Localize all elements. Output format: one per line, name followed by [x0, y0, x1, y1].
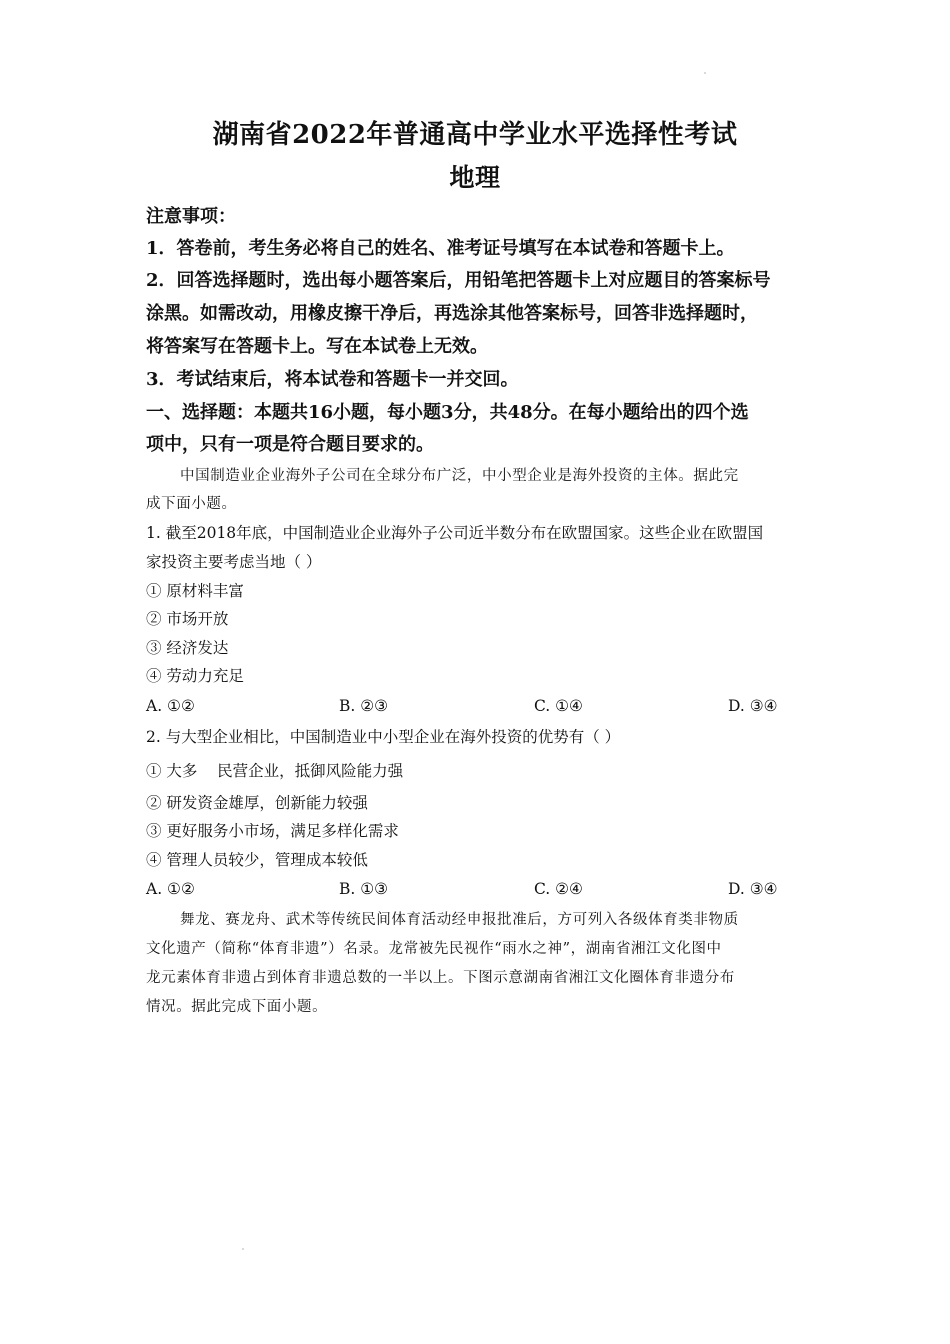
- question-1-stem-line-2: 家投资主要考虑当地（ ）: [146, 553, 322, 571]
- passage-2-line-2: 文化遗产（简称“体育非遗”）名录。龙常被先民视作“雨水之神”，湖南省湘江文化图中: [146, 941, 722, 957]
- notice-item-2-line-2: 涂黑。如需改动，用橡皮擦干净后，再选涂其他答案标号，回答非选择题时，: [146, 303, 758, 324]
- passage-2-line-4: 情况。据此完成下面小题。: [146, 999, 328, 1015]
- question-2-statement-1: ① 大多 民营企业，抵御风险能力强: [146, 762, 404, 780]
- question-2-options: [146, 875, 806, 904]
- question-1-statement-3: ③ 经济发达: [146, 639, 229, 657]
- question-2-statement-2: ② 研发资金雄厚，创新能力较强: [146, 794, 368, 812]
- scan-speck: [242, 1248, 244, 1250]
- passage-2-line-1: 舞龙、赛龙舟、武术等传统民间体育活动经申报批准后，方可列入各级体育类非物质: [180, 912, 739, 928]
- question-2-statement-4: ④ 管理人员较少，管理成本较低: [146, 851, 368, 869]
- scan-speck: [704, 72, 706, 74]
- question-1-statement-2: ② 市场开放: [146, 610, 229, 628]
- notice-item-2-line-1: 2．回答选择题时，选出每小题答案后，用铅笔把答题卡上对应题目的答案标号: [146, 270, 771, 291]
- notice-item-3: 3．考试结束后，将本试卷和答题卡一并交回。: [146, 369, 519, 390]
- notice-item-2-line-3: 将答案写在答题卡上。写在本试卷上无效。: [146, 336, 488, 357]
- question-1-options: [146, 692, 806, 721]
- question-1-stem-line-1: 1. 截至2018年底，中国制造业企业海外子公司近半数分布在欧盟国家。这些企业在欧盟国: [146, 524, 764, 542]
- notice-heading: 注意事项：: [146, 206, 236, 227]
- passage-1-line-1: 中国制造业企业海外子公司在全球分布广泛，中小型企业是海外投资的主体。据此完: [180, 468, 739, 484]
- question-1-option-b: B. ②③: [339, 697, 389, 715]
- question-2-option-a: A. ①②: [146, 880, 195, 898]
- question-1-option-a: A. ①②: [146, 697, 195, 715]
- question-1-option-d: D. ③④: [728, 697, 778, 715]
- passage-2-line-3: 龙元素体育非遗占到体育非遗总数的一半以上。下图示意湖南省湘江文化圈体育非遗分布: [146, 970, 735, 986]
- question-2-option-b: B. ①③: [339, 880, 389, 898]
- exam-subject: 地理: [449, 163, 501, 192]
- notice-item-1: 1．答卷前，考生务必将自己的姓名、准考证号填写在本试卷和答题卡上。: [146, 238, 735, 259]
- question-2-option-c: C. ②④: [534, 880, 583, 898]
- section-heading-line-1: 一、选择题：本题共16小题，每小题3分，共48分。在每小题给出的四个选: [146, 402, 749, 423]
- passage-1-line-2: 成下面小题。: [146, 496, 237, 512]
- question-1-statement-1: ① 原材料丰富: [146, 582, 244, 600]
- exam-title: 湖南省2022年普通高中学业水平选择性考试: [212, 120, 738, 150]
- question-1-statement-4: ④ 劳动力充足: [146, 667, 244, 685]
- question-2-stem: 2. 与大型企业相比，中国制造业中小型企业在海外投资的优势有（ ）: [146, 728, 621, 746]
- question-1-option-c: C. ①④: [534, 697, 583, 715]
- question-2-statement-3: ③ 更好服务小市场，满足多样化需求: [146, 822, 399, 840]
- section-heading-line-2: 项中，只有一项是符合题目要求的。: [146, 434, 434, 455]
- question-2-option-d: D. ③④: [728, 880, 778, 898]
